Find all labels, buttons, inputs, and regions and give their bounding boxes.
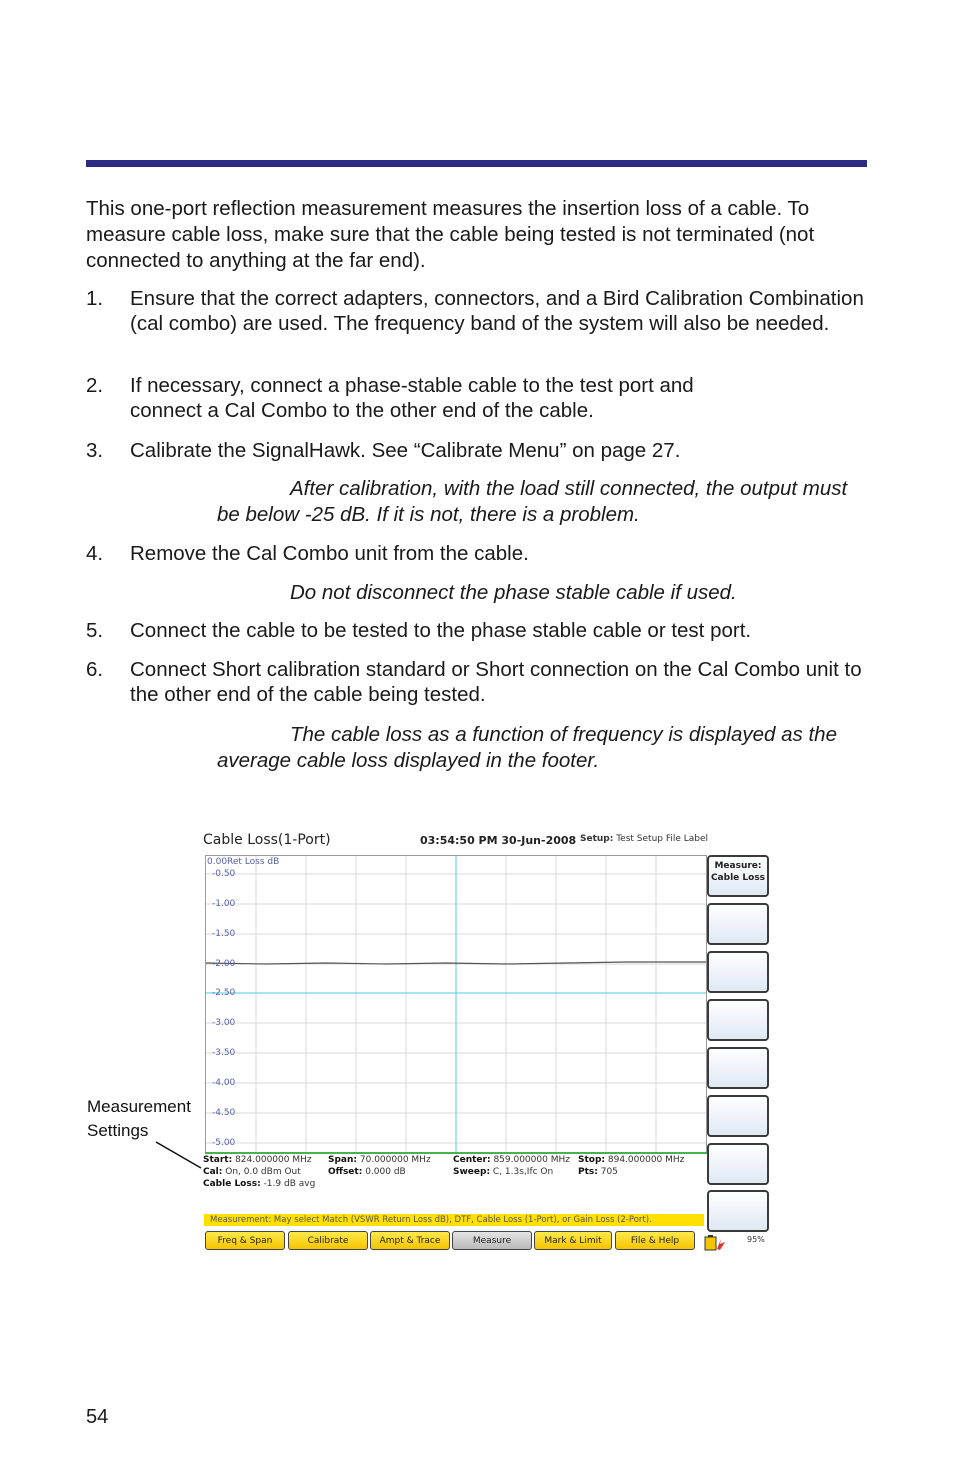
- step-4: [86, 541, 876, 566]
- y-tick-label: -4.00: [212, 1078, 236, 1088]
- step-number: 3.: [86, 439, 104, 462]
- y-tick-label: -5.00: [212, 1138, 236, 1148]
- step-number: 4.: [86, 542, 104, 565]
- datetime: 03:54:50 PM 30-Jun-2008: [420, 834, 577, 847]
- softkey-4[interactable]: [707, 999, 769, 1041]
- softkey-7[interactable]: [707, 1143, 769, 1185]
- start-freq: Start: 824.000000 MHz: [203, 1155, 312, 1165]
- step-3: [86, 438, 876, 463]
- points-count: Pts: 705: [578, 1167, 618, 1177]
- step-text: Remove the Cal Combo unit from the cable.: [130, 542, 529, 565]
- heading-rule: [86, 160, 867, 167]
- softkey-5[interactable]: [707, 1047, 769, 1089]
- page-number: 54: [86, 1406, 109, 1428]
- note-1: After calibration, with the load still connected, the output must be below -25 dB. If it is not, there is a problem.: [217, 477, 848, 526]
- status-bar: Measurement: May select Match (VSWR Return Loss dB), DTF, Cable Loss (1-Port), or Gain Loss (2-Port).: [204, 1214, 704, 1226]
- stop-freq: Stop: 894.000000 MHz: [578, 1155, 685, 1165]
- step-text: Ensure that the correct adapters, connectors, and a Bird Calibration Combination (cal combo) are used. The frequency band of the system will also be needed.: [130, 287, 864, 335]
- step-6: [86, 657, 876, 707]
- plot-bottom-line: [205, 1152, 707, 1154]
- menu-mark-limit[interactable]: Mark & Limit: [534, 1231, 612, 1250]
- menu-ampt-trace[interactable]: Ampt & Trace: [370, 1231, 450, 1250]
- softkey-6[interactable]: [707, 1095, 769, 1137]
- menu-freq-span[interactable]: Freq & Span: [205, 1231, 285, 1250]
- step-number: 2.: [86, 374, 104, 397]
- softkey-measure-cable-loss[interactable]: Measure: Cable Loss: [707, 855, 769, 897]
- span-freq: Span: 70.000000 MHz: [328, 1155, 431, 1165]
- y-tick-label: -2.50: [212, 988, 236, 998]
- step-text: Connect the cable to be tested to the phase stable cable or test port.: [130, 619, 752, 642]
- step-5: [86, 618, 876, 643]
- plot-grid: [206, 856, 706, 1153]
- measurement-title: Cable Loss(1-Port): [203, 832, 331, 848]
- y-tick-label: -4.50: [212, 1108, 236, 1118]
- y-tick-label: -0.50: [212, 869, 236, 879]
- step-number: 5.: [86, 619, 104, 642]
- battery-percent: 95%: [747, 1235, 765, 1244]
- intro-paragraph: This one-port reflection measurement measures the insertion loss of a cable. To measure cable loss, make sure that the cable being tested is not terminated (not connected to anything at the far end).: [86, 197, 815, 272]
- softkey-2[interactable]: [707, 903, 769, 945]
- menu-file-help[interactable]: File & Help: [615, 1231, 695, 1250]
- ref-level-label: 0.00Ret Loss dB: [207, 857, 280, 867]
- y-tick-label: -1.00: [212, 899, 236, 909]
- y-tick-label: -1.50: [212, 929, 236, 939]
- note-3: The cable loss as a function of frequency is displayed as the average cable loss displayed in the footer.: [217, 723, 837, 772]
- y-tick-label: -3.00: [212, 1018, 236, 1028]
- plot-area[interactable]: [205, 855, 707, 1154]
- menu-calibrate[interactable]: Calibrate: [288, 1231, 368, 1250]
- offset-value: Offset: 0.000 dB: [328, 1167, 406, 1177]
- menu-measure[interactable]: Measure: [452, 1231, 532, 1250]
- setup-value: Test Setup File Label: [616, 834, 709, 844]
- step-1: [86, 286, 876, 336]
- softkey-3[interactable]: [707, 951, 769, 993]
- instrument-screenshot: [200, 828, 776, 1260]
- center-freq: Center: 859.000000 MHz: [453, 1155, 570, 1165]
- softkey-8[interactable]: [707, 1190, 769, 1232]
- step-text: Calibrate the SignalHawk. See “Calibrate Menu” on page 27.: [130, 439, 681, 462]
- setup-info: [580, 834, 708, 844]
- sweep-info: Sweep: C, 1.3s,Ifc On: [453, 1167, 554, 1177]
- cable-loss-avg: Cable Loss: -1.9 dB avg: [203, 1179, 316, 1189]
- step-2: [86, 373, 876, 423]
- y-tick-label: -2.00: [212, 959, 236, 969]
- step-number: 6.: [86, 658, 104, 681]
- y-tick-label: -3.50: [212, 1048, 236, 1058]
- callout-line-2: Settings: [87, 1121, 149, 1140]
- step-text: If necessary, connect a phase-stable cable to the test port and connect a Cal Combo to the other end of the cable.: [130, 374, 694, 422]
- cal-status: Cal: On, 0.0 dBm Out: [203, 1167, 301, 1177]
- note-2: Do not disconnect the phase stable cable if used.: [290, 581, 737, 604]
- step-number: 1.: [86, 287, 104, 310]
- callout-label: [87, 1095, 191, 1143]
- battery-icon: [703, 1233, 727, 1251]
- callout-line-1: Measurement: [87, 1097, 191, 1116]
- step-text: Connect Short calibration standard or Short connection on the Cal Combo unit to the other end of the cable being tested.: [130, 658, 862, 706]
- setup-label: Setup:: [580, 834, 614, 844]
